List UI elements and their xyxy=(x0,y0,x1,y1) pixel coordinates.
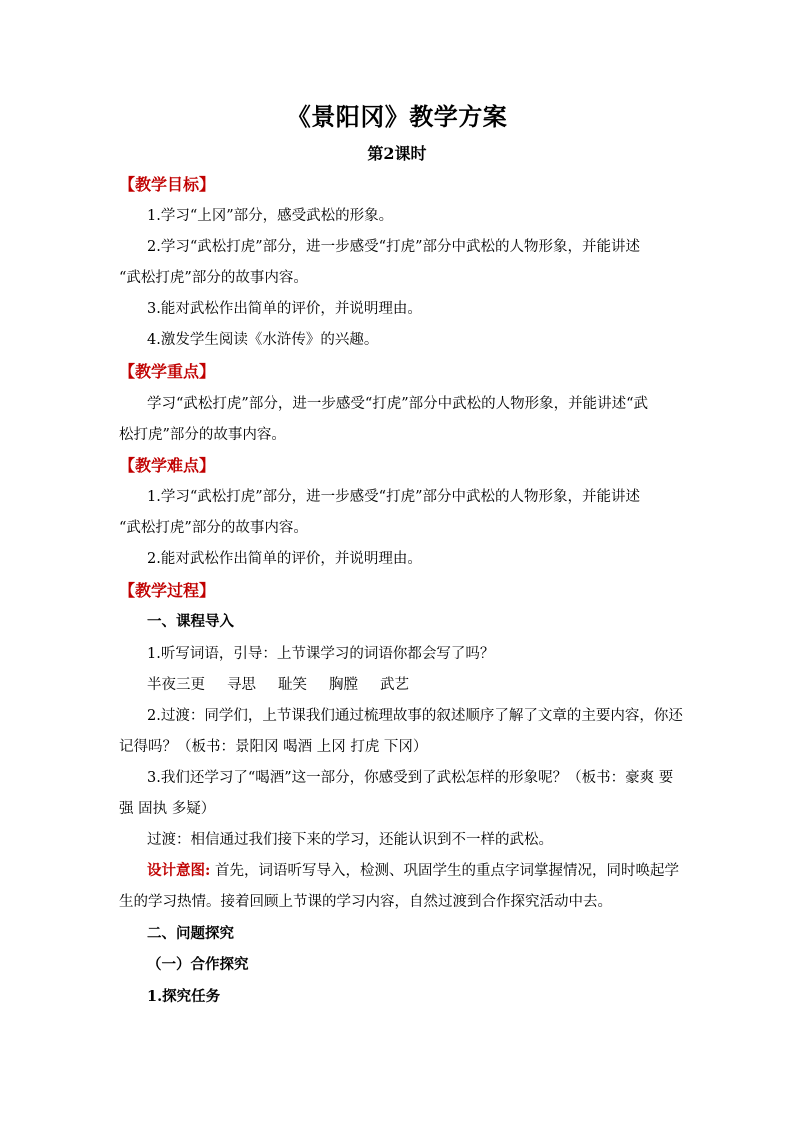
key-point-line: 松打虎”部分的故事内容。 xyxy=(119,427,286,443)
objective-line: 1.学习“上冈”部分，感受武松的形象。 xyxy=(147,208,394,224)
objective-line: 3.能对武松作出简单的评价，并说明理由。 xyxy=(147,301,422,317)
difficulty-line: 2.能对武松作出简单的评价，并说明理由。 xyxy=(147,551,422,567)
objective-line: 2.学习“武松打虎”部分，进一步感受“打虎”部分中武松的人物形象，并能讲述 xyxy=(147,239,640,255)
document-subtitle: 第2课时 xyxy=(367,144,427,163)
process-line: 强 固执 多疑） xyxy=(119,801,216,817)
objective-line: 4.激发学生阅读《水浒传》的兴趣。 xyxy=(147,332,379,348)
process-line: 3.我们还学习了“喝酒”这一部分，你感受到了武松怎样的形象呢？（板书：豪爽 要 xyxy=(147,770,674,786)
dictation-word: 耻笑 xyxy=(278,677,307,693)
design-intent-label: 设计意图: xyxy=(147,862,211,879)
process-task-heading: 1.探究任务 xyxy=(147,988,221,1005)
process-subsection-heading: （一）合作探究 xyxy=(147,956,249,973)
dictation-word: 胸膛 xyxy=(329,677,358,693)
document-title: 《景阳冈》教学方案 xyxy=(286,102,508,131)
difficulty-line: “武松打虎”部分的故事内容。 xyxy=(119,520,308,536)
design-intent-line xyxy=(147,861,679,881)
dictation-word: 半夜三更 xyxy=(147,677,205,693)
dictation-words xyxy=(147,675,431,695)
dictation-word: 寻思 xyxy=(227,677,256,693)
process-part-heading: 一、课程导入 xyxy=(147,613,234,630)
section-heading-difficulties: 【教学难点】 xyxy=(119,456,216,475)
process-part-heading: 二、问题探究 xyxy=(147,925,234,942)
dictation-word: 武艺 xyxy=(380,677,409,693)
design-intent-text: 首先，词语听写导入，检测、巩固学生的重点字词掌握情况，同时唤起学 xyxy=(210,863,679,879)
process-line: 1.听写词语，引导：上节课学习的词语你都会写了吗？ xyxy=(147,646,495,662)
process-line: 过渡：相信通过我们接下来的学习，还能认识到不一样的武松。 xyxy=(147,832,553,848)
section-heading-objectives: 【教学目标】 xyxy=(119,175,216,194)
difficulty-line: 1.学习“武松打虎”部分，进一步感受“打虎”部分中武松的人物形象，并能讲述 xyxy=(147,489,640,505)
objective-line: “武松打虎”部分的故事内容。 xyxy=(119,270,308,286)
section-heading-process: 【教学过程】 xyxy=(119,581,216,600)
process-line: 2.过渡：同学们，上节课我们通过梳理故事的叙述顺序了解了文章的主要内容，你还 xyxy=(147,708,683,724)
key-point-line: 学习“武松打虎”部分，进一步感受“打虎”部分中武松的人物形象，并能讲述“武 xyxy=(147,396,649,412)
section-heading-key-points: 【教学重点】 xyxy=(119,362,216,381)
design-intent-line: 生的学习热情。接着回顾上节课的学习内容，自然过渡到合作探究活动中去。 xyxy=(119,894,612,910)
process-line: 记得吗？（板书：景阳冈 喝酒 上冈 打虎 下冈） xyxy=(119,739,428,755)
